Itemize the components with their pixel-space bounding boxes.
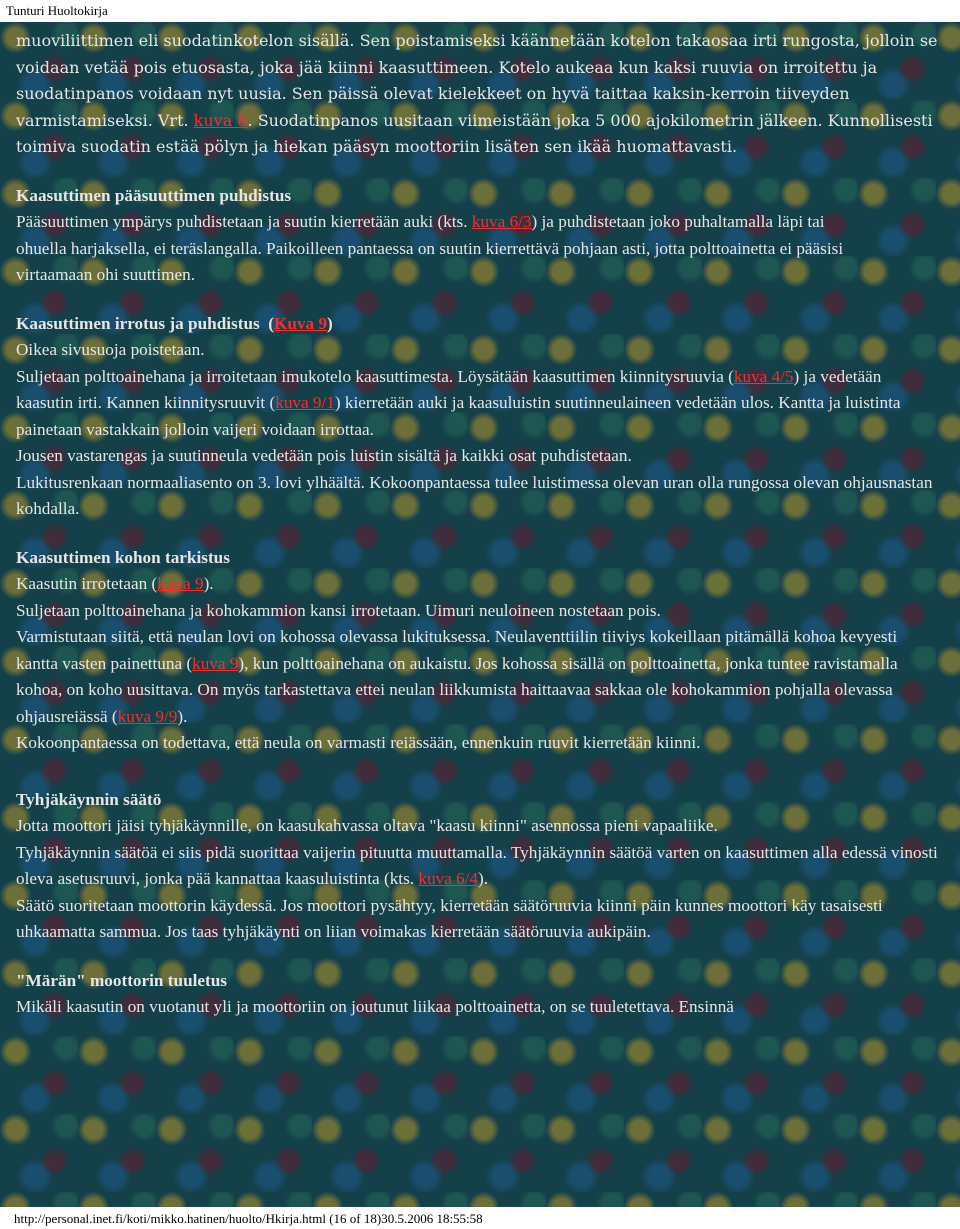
browser-footer <box>0 1207 960 1229</box>
paragraph <box>16 624 940 730</box>
section-heading: Kaasuttimen kohon tarkistus <box>16 547 230 567</box>
section-heading: Tyhjäkäynnin säätö <box>16 789 162 809</box>
heading-text: Kaasuttimen irrotus ja puhdistus <box>16 313 260 333</box>
text: ), kun polttoainehana on aukaistu. Jos kohossa sisällä on polttoainetta, jonka tuntee ravistamalla kohoa, on koho uusittava. On myös tarkastettava ettei neulan liikkumista haittaavaa sakkaa ole kohokammion pohjalla olevassa ohjausreiässä ( <box>16 653 898 726</box>
text: Tyhjäkäynnin säätöä ei siis pidä suorittaa vaijerin pituutta muuttamalla. Tyhjäkäynnin säätöä varten on kaasuttimen alla edessä vinosti oleva asetusruuvi, jonka pää kannattaa kaasuluistinta (kts. <box>16 842 938 888</box>
section-heading: Kaasuttimen pääsuuttimen puhdistus <box>16 185 292 205</box>
paragraph: Oikea sivusuoja poistetaan. <box>16 340 205 359</box>
text: Pääsuuttimen ympärys puhdistetaan ja suutin kierretään auki (kts. <box>16 212 472 231</box>
paragraph: Suljetaan polttoainehana ja kohokammion kansi irrotetaan. Uimuri neuloineen nostetaan pois. <box>16 600 661 620</box>
browser-header <box>0 0 960 22</box>
paragraph <box>16 571 940 598</box>
section-heading <box>16 311 940 338</box>
heading-paren: ) <box>327 313 333 333</box>
section-tyhjakaynti <box>16 787 940 946</box>
paragraph: Kokoonpantaessa on todettava, että neula on varmasti reiässään, ennenkuin ruuvit kierretään kiinni. <box>16 733 701 752</box>
paragraph: Jousen vastarengas ja suutinneula vedetään pois luistin sisältä ja kaikki osat puhdistetaan. <box>16 446 632 465</box>
text: ). <box>478 869 489 888</box>
paragraph <box>16 209 940 236</box>
intro-text-1: muoviliittimen eli suodatinkotelon sisällä. Sen poistamiseksi käännetään kotelon takaosaa irti rungosta, jolloin se voidaan vetää pois etuosasta, joka jää kiinni kaasuttimeen. Kotelo aukeaa kun kaksi ruuvia on irroitettu ja suodatinpanos voidaan nyt uusia. Sen päissä olevat kielekkeet on hyvä taittaa kaksin-kerroin tiiveyden varmistamiseksi. Vrt. <box>16 31 938 130</box>
text: ) kierretään auki ja kaasuluistin suutinneulaineen vedetään ulos. Kantta ja luistinta painetaan vastakkain jolloin vaijeri voidaan irrottaa. <box>16 393 901 439</box>
intro-paragraph <box>16 28 940 161</box>
text: ) ja puhdistetaan joko puhaltamalla läpi tai <box>531 212 825 231</box>
link-kuva-9[interactable]: Kuva 9 <box>274 313 328 333</box>
text: Kaasutin irrotetaan ( <box>16 574 158 593</box>
link-kuva-8[interactable]: kuva 8 <box>193 110 248 130</box>
text: ). <box>203 574 214 593</box>
content <box>0 22 960 1021</box>
paragraph: Mikäli kaasutin on vuotanut yli ja moottoriin on joutunut liikaa polttoainetta, on se tuuletettava. Ensinnä <box>16 997 734 1016</box>
paragraph: Lukitusrenkaan normaaliasento on 3. lovi ylhäältä. Kokoonpantaessa tulee luistimessa olevan uran olla rungossa olevan ohjausnastan kohdalla. <box>16 472 933 518</box>
paragraph: Säätö suoritetaan moottorin käydessä. Jos moottori pysähtyy, kierretään säätöruuvia kiinni päin kunnes moottori käy tasaisesti uhkaamatta sammua. Jos taas tyhjäkäynti on liian voimakas kierretään säätöruuvia aukipäin. <box>16 895 883 941</box>
link-kuva-6-4[interactable]: kuva 6/4 <box>418 869 479 888</box>
link-kuva-4-5[interactable]: kuva 4/5 <box>733 366 794 386</box>
section-paasuutin <box>16 183 940 289</box>
link-kuva-9[interactable]: kuva 9 <box>192 653 239 673</box>
link-kuva-6-3[interactable]: kuva 6/3 <box>471 212 532 231</box>
paragraph <box>16 840 940 893</box>
document-title: Tunturi Huoltokirja <box>6 3 108 18</box>
link-kuva-9[interactable]: kuva 9 <box>157 574 204 593</box>
page-body <box>0 22 960 1207</box>
text: ) ja vedetään kaasutin irti. Kannen kiinnitysruuvit ( <box>16 366 882 412</box>
section-kohon-tarkistus <box>16 545 940 757</box>
text: Suljetaan polttoainehana ja irroitetaan imukotelo kaasuttimesta. Löysätään kaasuttimen kiinnitysruuvia ( <box>16 366 734 386</box>
paragraph <box>16 364 940 444</box>
paragraph: Jotta moottori jäisi tyhjäkäynnille, on kaasukahvassa oltava "kaasu kiinni" asennossa pieni vapaaliike. <box>16 816 718 835</box>
heading-paren: ( <box>268 313 275 333</box>
paragraph: virtaamaan ohi suuttimen. <box>16 265 195 284</box>
text: Varmistutaan siitä, että neulan lovi on kohossa olevassa lukituksessa. Neulaventtiilin tiiviys kokeillaan pitämällä kohoa kevyesti kantta vasten painettuna ( <box>16 627 898 673</box>
paragraph: ohuella harjaksella, ei teräslangalla. Paikoilleen pantaessa on suutin kierrettävä pohjaan asti, jotta polttoainetta ei pääsisi <box>16 238 844 258</box>
page-url: http://personal.inet.fi/koti/mikko.hatinen/huolto/Hkirja.html (16 of 18)30.5.2006 18:55:58 <box>14 1211 483 1226</box>
text: ). <box>177 706 188 726</box>
section-irrotus <box>16 311 940 523</box>
intro-text-2: . Suodatinpanos uusitaan viimeistään joka 5 000 ajokilometrin jälkeen. Kunnollisesti toimiva suodatin estää pölyn ja hiekan pääsyn moottoriin lisäten sen ikää huomattavasti. <box>16 110 933 156</box>
section-heading: "Märän" moottorin tuuletus <box>16 970 228 990</box>
link-kuva-9-9[interactable]: kuva 9/9 <box>117 706 178 726</box>
link-kuva-9-1[interactable]: kuva 9/1 <box>275 393 335 412</box>
section-tuuletus <box>16 968 940 1021</box>
